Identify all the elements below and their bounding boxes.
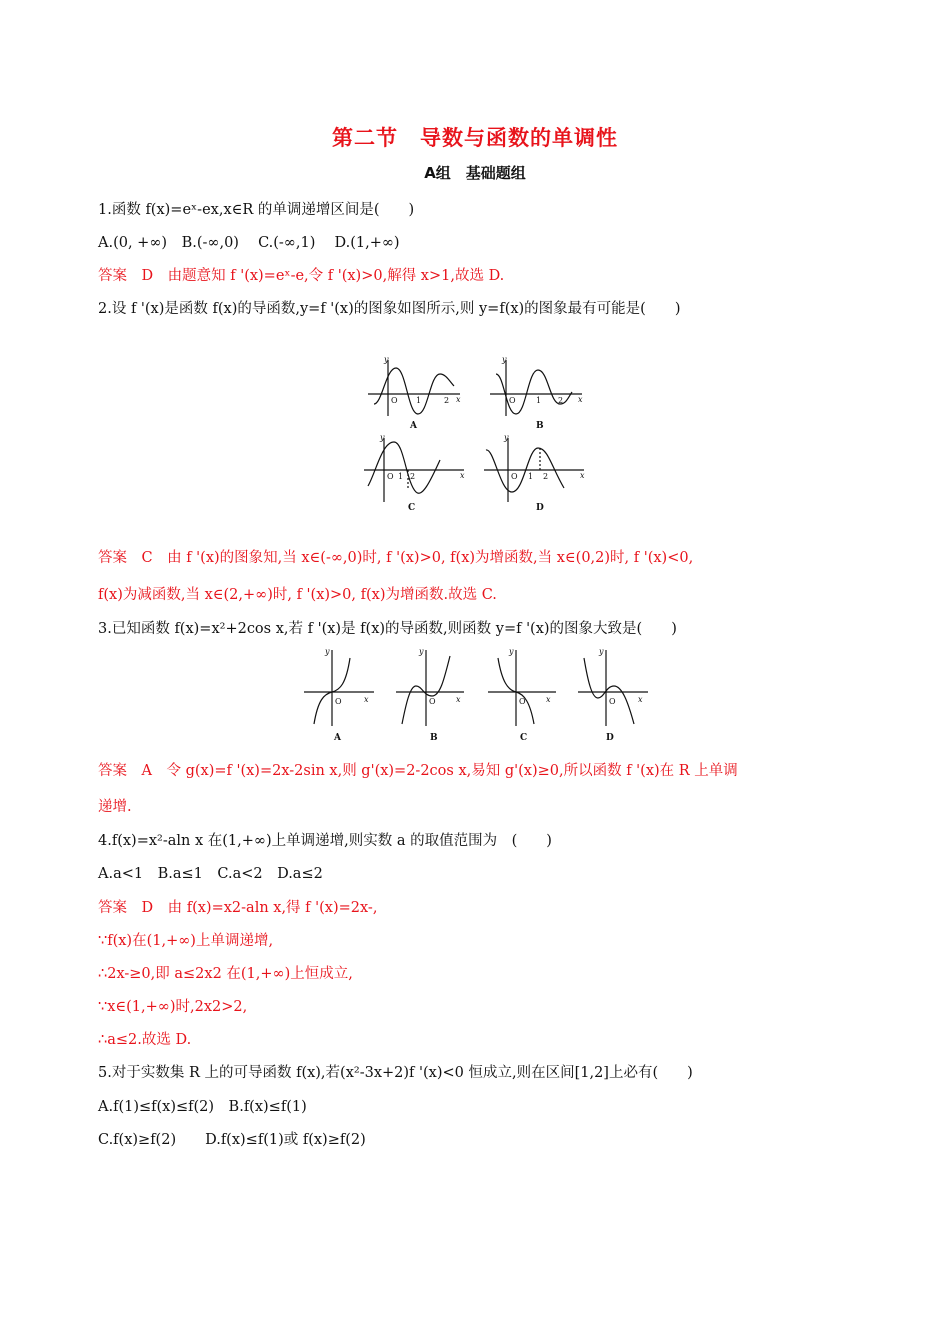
page-title: 第二节 导数与函数的单调性 — [332, 126, 618, 150]
fig2-label-c: C — [520, 733, 528, 743]
fig2-label-b: B — [430, 733, 438, 743]
fig2-b-y-label: y — [419, 647, 424, 656]
fig1-c-y-label: y — [380, 433, 385, 442]
q4-answer-line1: 答案 D 由 f(x)=x2-aln x,得 f '(x)=2x-, — [98, 900, 378, 916]
fig1-d-x-label: x — [580, 471, 585, 480]
fig1-d-tick1: 1 — [528, 472, 534, 481]
q5-stem: 5.对于实数集 R 上的可导函数 f(x),若(x²-3x+2)f '(x)<0 恒成立,则在区间[1,2]上必有( ) — [98, 1065, 693, 1081]
fig2-a-origin: O — [335, 697, 342, 706]
fig1-c-tick1: 1 — [398, 472, 404, 481]
fig1-c-tick2: 2 — [410, 472, 416, 481]
q3-figure — [300, 644, 652, 746]
fig2-d-origin: O — [609, 697, 616, 706]
fig1-b-x-label: x — [578, 395, 583, 404]
fig2-a-x-label: x — [364, 695, 369, 704]
fig2-c-y-label: y — [509, 647, 514, 656]
fig1-a-origin: O — [391, 396, 398, 405]
fig2-c-origin: O — [519, 697, 526, 706]
q2-stem: 2.设 f '(x)是函数 f(x)的导函数,y=f '(x)的图象如图所示,则 y=f(x)的图象最有可能是( ) — [98, 301, 681, 317]
fig2-b-x-label: x — [456, 695, 461, 704]
q2-answer-line2: f(x)为减函数,当 x∈(2,+∞)时, f '(x)>0, f(x)为增函数.故选 C. — [98, 587, 497, 603]
fig2-d-x-label: x — [638, 695, 643, 704]
fig1-label-c: C — [408, 503, 416, 513]
fig1-label-b: B — [536, 421, 544, 431]
fig1-c-x-label: x — [460, 471, 465, 480]
fig1-b-origin: O — [509, 396, 516, 405]
q1-answer: 答案 D 由题意知 f '(x)=eˣ-e,令 f '(x)>0,解得 x>1,故选 D. — [98, 268, 505, 284]
q2-figure — [360, 352, 600, 517]
q4-answer-line2: ∵f(x)在(1,+∞)上单调递增, — [98, 933, 274, 949]
section-subtitle: A组 基础题组 — [424, 164, 526, 182]
fig1-b-tick1: 1 — [536, 396, 542, 405]
fig2-b-origin: O — [429, 697, 436, 706]
q3-answer-line1: 答案 A 令 g(x)=f '(x)=2x-2sin x,则 g'(x)=2-2cos x,易知 g'(x)≥0,所以函数 f '(x)在 R 上单调 — [98, 763, 738, 779]
fig1-d-y-label: y — [504, 433, 509, 442]
q1-options: A.(0, +∞) B.(-∞,0) C.(-∞,1) D.(1,+∞) — [98, 235, 400, 251]
q4-answer-line5: ∴a≤2.故选 D. — [98, 1032, 192, 1048]
fig1-label-d: D — [536, 503, 544, 513]
fig1-b-y-label: y — [502, 355, 507, 364]
q1-stem: 1.函数 f(x)=eˣ-ex,x∈R 的单调递增区间是( ) — [98, 202, 415, 218]
fig1-d-origin: O — [511, 472, 518, 481]
q3-answer-line2: 递增. — [98, 799, 132, 815]
fig1-a-tick1: 1 — [416, 396, 422, 405]
q3-stem: 3.已知函数 f(x)=x²+2cos x,若 f '(x)是 f(x)的导函数,则函数 y=f '(x)的图象大致是( ) — [98, 621, 677, 637]
q4-stem: 4.f(x)=x²-aln x 在(1,+∞)上单调递增,则实数 a 的取值范围为 ( ) — [98, 833, 552, 849]
fig2-label-a: A — [334, 733, 341, 743]
fig1-a-tick2: 2 — [444, 396, 450, 405]
fig1-label-a: A — [410, 421, 417, 431]
fig1-d-tick2: 2 — [543, 472, 549, 481]
q2-answer-line1: 答案 C 由 f '(x)的图象知,当 x∈(-∞,0)时, f '(x)>0, f(x)为增函数,当 x∈(0,2)时, f '(x)<0, — [98, 550, 694, 566]
q5-options-line2: C.f(x)≥f(2) D.f(x)≤f(1)或 f(x)≥f(2) — [98, 1132, 366, 1148]
fig2-a-y-label: y — [325, 647, 330, 656]
q5-options-line1: A.f(1)≤f(x)≤f(2) B.f(x)≤f(1) — [98, 1099, 307, 1115]
fig1-b-tick2: 2 — [558, 396, 564, 405]
q4-answer-line3: ∴2x-≥0,即 a≤2x2 在(1,+∞)上恒成立, — [98, 966, 353, 982]
fig1-a-y-label: y — [384, 355, 389, 364]
q4-answer-line4: ∵x∈(1,+∞)时,2x2>2, — [98, 999, 248, 1015]
q4-options: A.a<1 B.a≤1 C.a<2 D.a≤2 — [98, 866, 323, 882]
fig1-c-origin: O — [387, 472, 394, 481]
fig2-d-y-label: y — [599, 647, 604, 656]
fig2-c-x-label: x — [546, 695, 551, 704]
fig1-a-x-label: x — [456, 395, 461, 404]
fig2-label-d: D — [606, 733, 614, 743]
